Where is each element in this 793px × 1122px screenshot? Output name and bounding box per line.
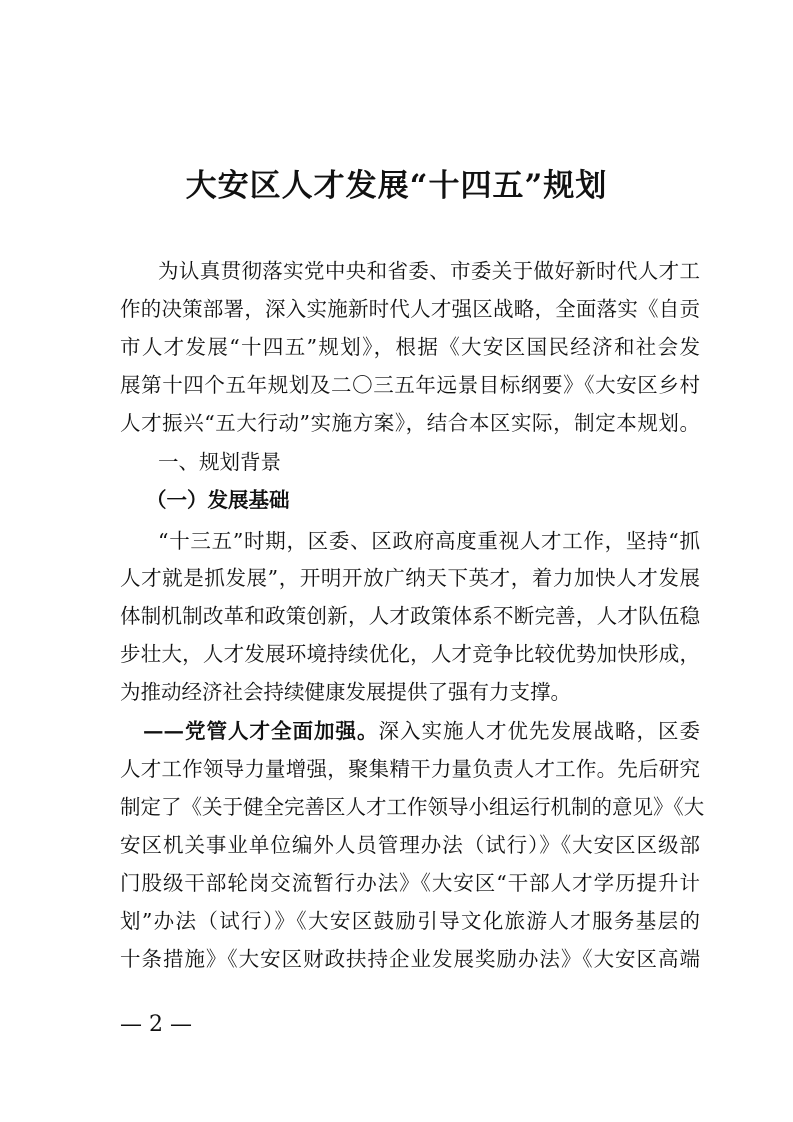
para3-lead-bold: ——党管人才全面加强。	[143, 719, 379, 743]
para2-line-2: 人才就是抓发展”，开明开放广纳天下英才，着力加快人才发展	[120, 566, 700, 590]
intro-line-3: 市人才发展“十四五”规划》，根据《大安区国民经济和社会发	[120, 335, 700, 359]
para2-line-4: 步壮大，人才发展环境持续优化，人才竞争比较优势加快形成，	[120, 642, 700, 666]
para3-line-5: 门股级干部轮岗交流暂行办法》《大安区“干部人才学历提升计	[120, 871, 700, 895]
para3-line-6: 划”办法（试行）》《大安区鼓励引导文化旅游人才服务基层的	[120, 909, 700, 933]
para3-line-7: 十条措施》《大安区财政扶持企业发展奖励办法》《大安区高端	[120, 947, 700, 971]
intro-line-4: 展第十四个五年规划及二〇三五年远景目标纲要》《大安区乡村	[120, 373, 700, 397]
para2-line-5: 为推动经济社会持续健康发展提供了强有力支撑。	[120, 680, 571, 704]
intro-line-2: 作的决策部署，深入实施新时代人才强区战略，全面落实《自贡	[120, 297, 700, 321]
para3-line-1	[143, 716, 700, 746]
section-heading: 一、规划背景	[158, 450, 281, 474]
para2-line-3: 体制机制改革和政策创新，人才政策体系不断完善，人才队伍稳	[120, 604, 700, 628]
para3-line-3: 制定了《关于健全完善区人才工作领导小组运行机制的意见》《大	[120, 795, 705, 819]
document-title: 大安区人才发展“十四五”规划	[185, 168, 608, 204]
para3-lead-rest: 深入实施人才优先发展战略，区委	[378, 719, 700, 743]
subsection-heading: （一）发展基础	[146, 488, 290, 512]
para2-line-1: “十三五”时期，区委、区政府高度重视人才工作，坚持“抓	[158, 529, 700, 553]
para3-line-4: 安区机关事业单位编外人员管理办法（试行）》《大安区区级部	[120, 833, 700, 857]
intro-line-1: 为认真贯彻落实党中央和省委、市委关于做好新时代人才工	[158, 259, 700, 283]
para3-line-2: 人才工作领导力量增强，聚集精干力量负责人才工作。先后研究	[120, 757, 700, 781]
intro-line-5: 人才振兴“五大行动”实施方案》，结合本区实际，制定本规划。	[120, 411, 700, 435]
page-number: — 2 —	[120, 1012, 192, 1037]
